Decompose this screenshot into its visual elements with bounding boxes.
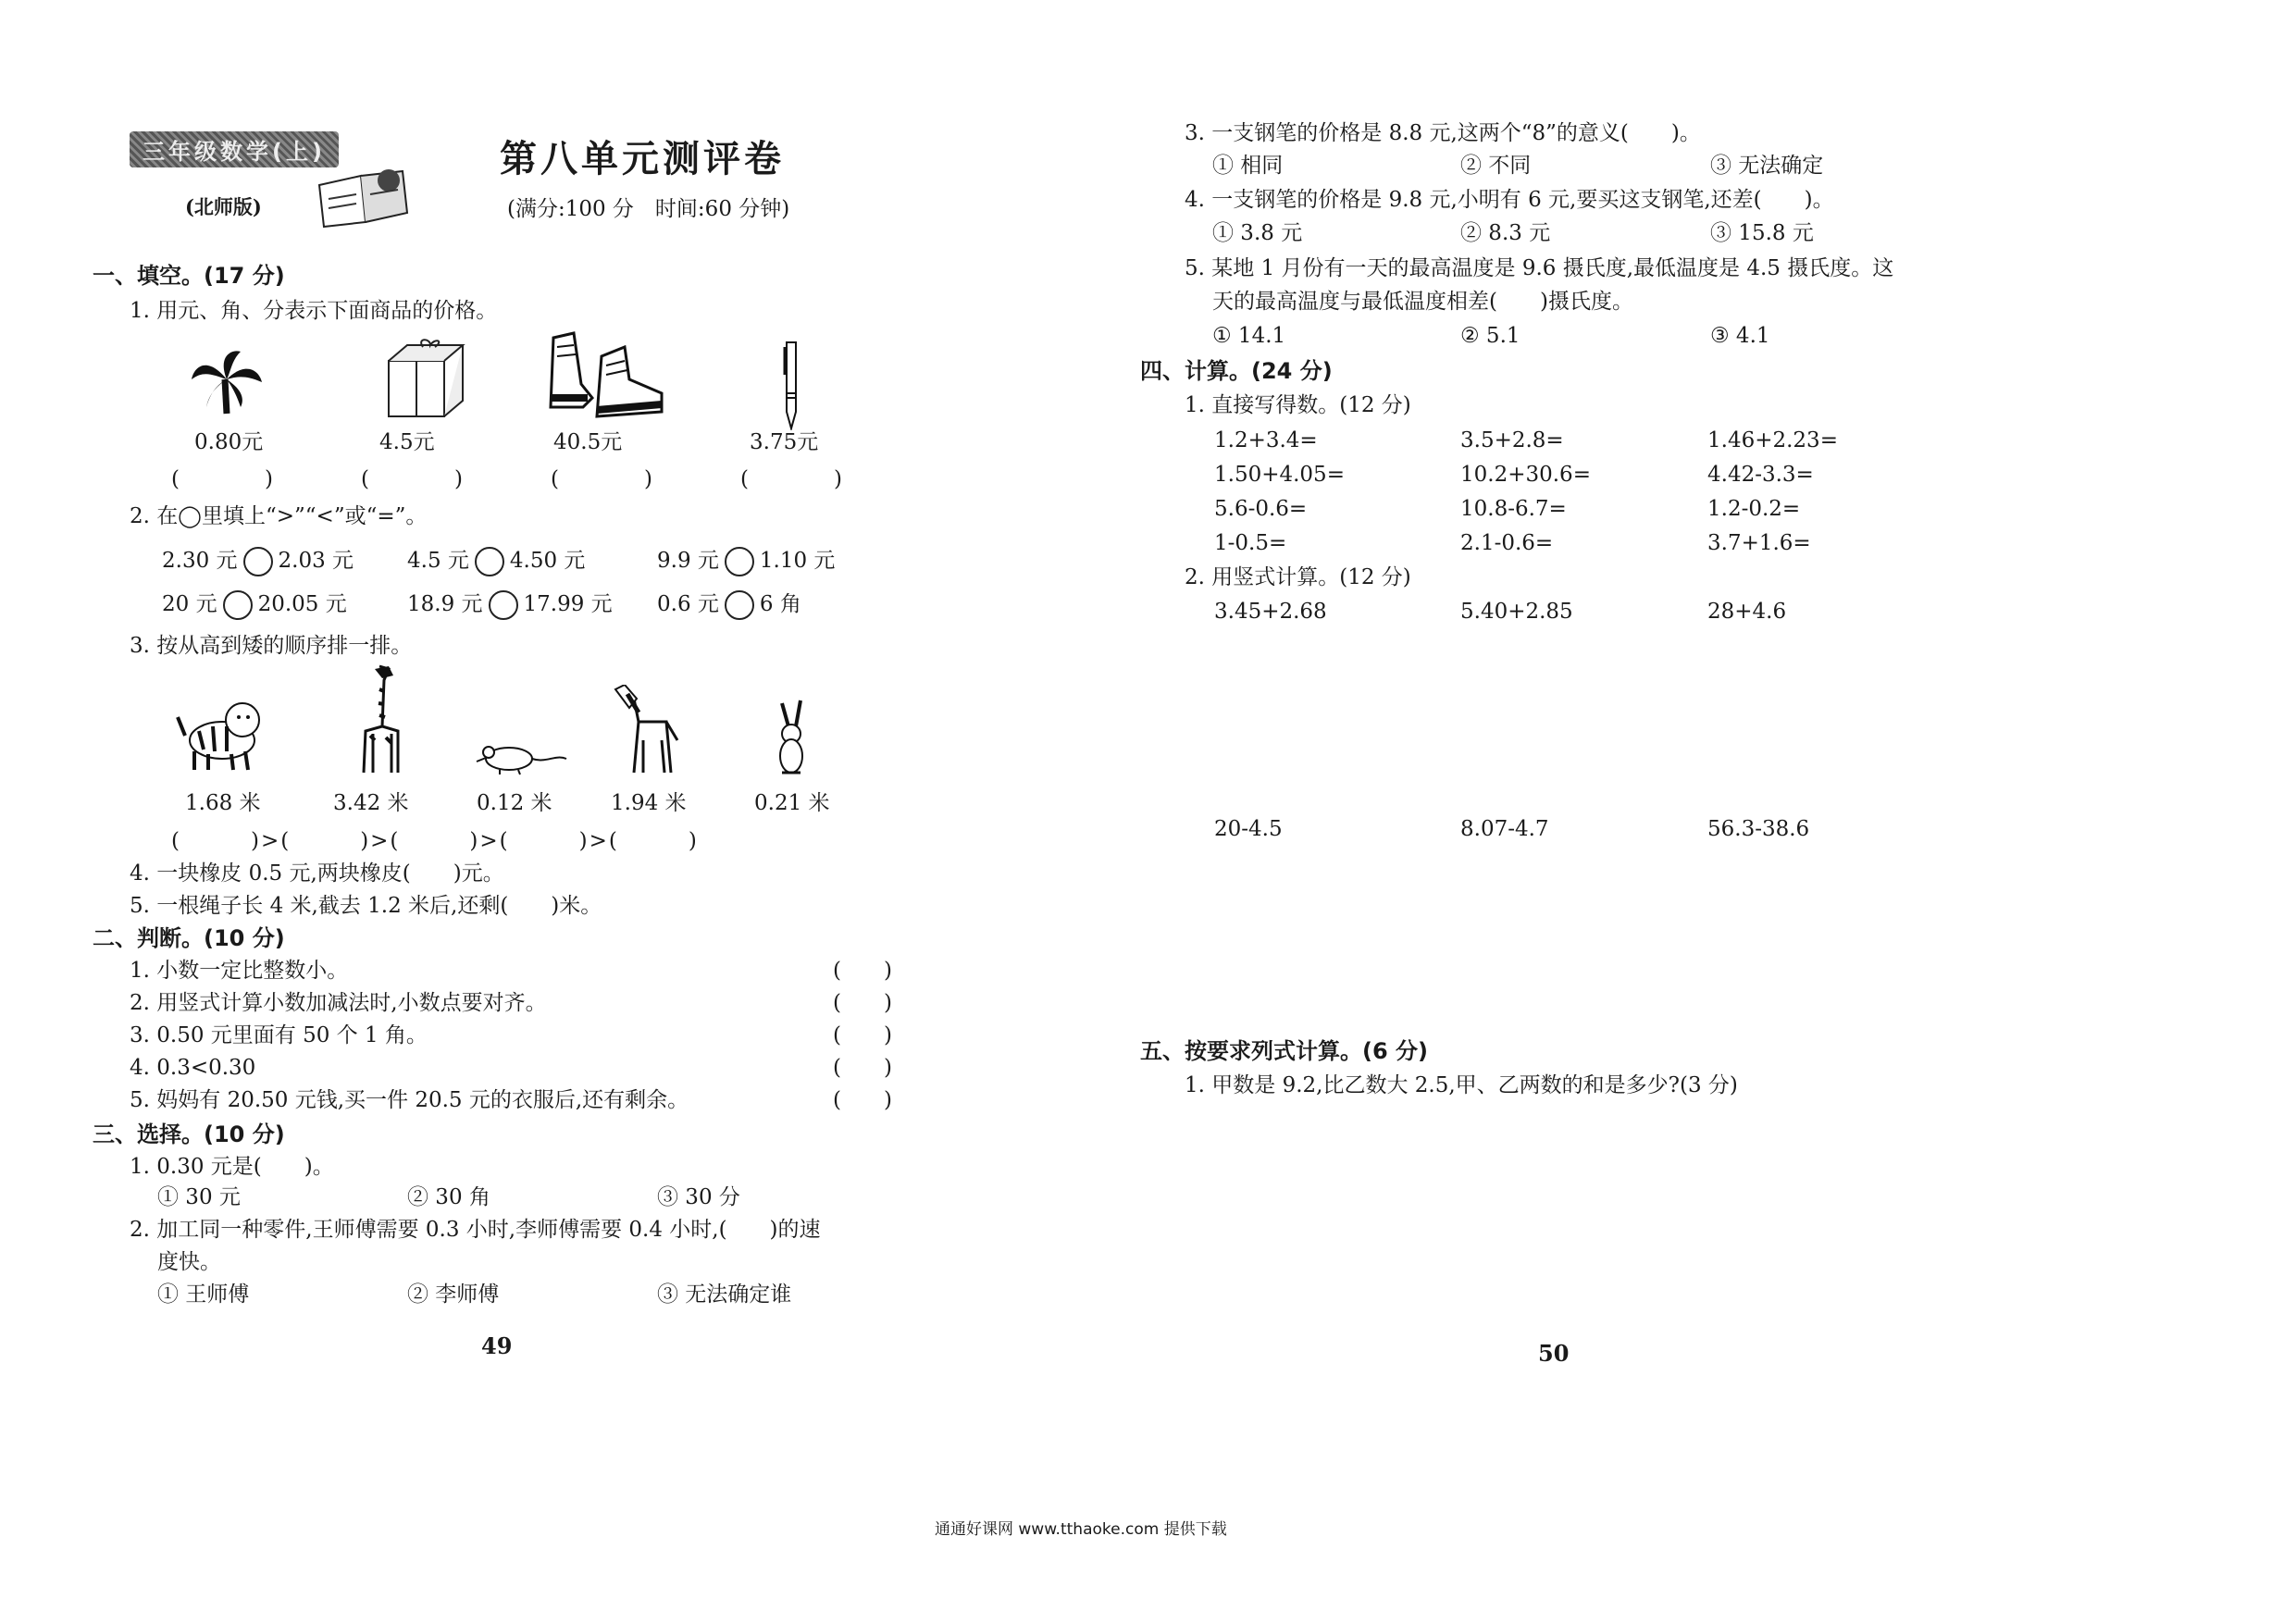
- s1-q3-text: 3. 按从高到矮的顺序排一排。: [130, 634, 413, 658]
- palm-tree-icon: [190, 347, 264, 416]
- compare-left: 2.30 元: [162, 549, 238, 573]
- shoes-icon: [546, 328, 666, 421]
- s4-sub1-text: 1. 直接写得数。(12 分): [1185, 393, 1411, 417]
- answer-blank-4[interactable]: ( ): [740, 467, 842, 491]
- direct-calc[interactable]: 1-0.5=: [1214, 531, 1287, 555]
- vertical-calc[interactable]: 3.45+2.68: [1214, 600, 1327, 624]
- footer-credit: 通通好课网 www.tthaoke.com 提供下载: [935, 1520, 1227, 1539]
- compare-left: 20 元: [162, 592, 217, 616]
- tiger-icon: [176, 694, 264, 773]
- grade-badge: 三年级数学(上): [130, 131, 339, 167]
- compare-right: 17.99 元: [523, 592, 613, 616]
- judge-blank-2[interactable]: ( ): [833, 991, 892, 1015]
- price-3: 40.5元: [553, 430, 623, 454]
- exam-subtitle: (满分:100 分 时间:60 分钟): [507, 197, 790, 221]
- compare-right: 6 角: [759, 592, 801, 616]
- s5-q1-text: 1. 甲数是 9.2,比乙数大 2.5,甲、乙两数的和是多少?(3 分): [1185, 1073, 1738, 1097]
- choice-q5-option-1[interactable]: ① 14.1: [1212, 324, 1286, 348]
- height-2: 3.42 米: [333, 791, 409, 815]
- height-4: 1.94 米: [611, 791, 687, 815]
- choice-q5-option-2[interactable]: ② 5.1: [1460, 324, 1520, 348]
- compare-right: 4.50 元: [509, 549, 586, 573]
- compare-circle[interactable]: [223, 590, 253, 620]
- choice-q4-option-1[interactable]: ① 3.8 元: [1212, 221, 1303, 245]
- compare-left: 0.6 元: [657, 592, 719, 616]
- compare-right: 1.10 元: [759, 549, 836, 573]
- direct-calc[interactable]: 3.7+1.6=: [1707, 531, 1811, 555]
- pen-icon: [777, 338, 805, 430]
- choice-q1-option-3[interactable]: ③ 30 分: [657, 1185, 740, 1209]
- choice-q3-option-3[interactable]: ③ 无法确定: [1710, 154, 1824, 178]
- judge-blank-1[interactable]: ( ): [833, 959, 892, 983]
- s1-q5-text: 5. 一根绳子长 4 米,截去 1.2 米后,还剩( )米。: [130, 894, 602, 918]
- section-4-heading: 四、计算。(24 分): [1140, 358, 1333, 384]
- judge-blank-5[interactable]: ( ): [833, 1088, 892, 1112]
- direct-calc[interactable]: 2.1-0.6=: [1460, 531, 1554, 555]
- page-number-right: 50: [1538, 1340, 1570, 1367]
- compare-left: 18.9 元: [407, 592, 483, 616]
- judge-item-4: 4. 0.3<0.30: [130, 1056, 256, 1080]
- choice-q2-option-3[interactable]: ③ 无法确定谁: [657, 1282, 792, 1307]
- choice-q4-text: 4. 一支钢笔的价格是 9.8 元,小明有 6 元,要买这支钢笔,还差( )。: [1185, 188, 1834, 212]
- section-3-heading: 三、选择。(10 分): [93, 1121, 285, 1147]
- judge-blank-4[interactable]: ( ): [833, 1056, 892, 1080]
- section-1-heading: 一、填空。(17 分): [93, 263, 285, 289]
- direct-calc[interactable]: 10.8-6.7=: [1460, 497, 1567, 521]
- choice-q5-text: 5. 某地 1 月份有一天的最高温度是 9.6 摄氏度,最低温度是 4.5 摄氏度。这: [1185, 256, 1894, 280]
- height-5: 0.21 米: [754, 791, 830, 815]
- compare-row-1b: [407, 546, 585, 576]
- compare-row-1c: [657, 546, 835, 576]
- rabbit-icon: [768, 699, 814, 777]
- compare-circle[interactable]: [243, 547, 273, 576]
- choice-q1-option-2[interactable]: ② 30 角: [407, 1185, 490, 1209]
- price-2: 4.5元: [379, 430, 435, 454]
- compare-row-2b: [407, 589, 613, 620]
- choice-q2-text: 2. 加工同一种零件,王师傅需要 0.3 小时,李师傅需要 0.4 小时,( )的速: [130, 1218, 821, 1242]
- choice-q2-text-cont: 度快。: [157, 1250, 221, 1274]
- judge-item-1: 1. 小数一定比整数小。: [130, 959, 349, 983]
- choice-q1-text: 1. 0.30 元是( )。: [130, 1155, 334, 1179]
- section-2-heading: 二、判断。(10 分): [93, 925, 285, 951]
- direct-calc[interactable]: 5.6-0.6=: [1214, 497, 1308, 521]
- direct-calc[interactable]: 3.5+2.8=: [1460, 428, 1564, 452]
- choice-q3-option-2[interactable]: ② 不同: [1460, 154, 1532, 178]
- choice-q5-option-3[interactable]: ③ 4.1: [1710, 324, 1770, 348]
- s1-q4-text: 4. 一块橡皮 0.5 元,两块橡皮( )元。: [130, 861, 504, 886]
- direct-calc[interactable]: 10.2+30.6=: [1460, 463, 1591, 487]
- choice-q4-option-3[interactable]: ③ 15.8 元: [1710, 221, 1814, 245]
- vertical-calc[interactable]: 20-4.5: [1214, 817, 1283, 841]
- s1-q1-text: 1. 用元、角、分表示下面商品的价格。: [130, 299, 498, 323]
- compare-row-2c: [657, 589, 801, 620]
- direct-calc[interactable]: 1.2-0.2=: [1707, 497, 1801, 521]
- judge-item-3: 3. 0.50 元里面有 50 个 1 角。: [130, 1023, 428, 1047]
- compare-left: 9.9 元: [657, 549, 719, 573]
- choice-q3-option-1[interactable]: ① 相同: [1212, 154, 1284, 178]
- height-1: 1.68 米: [185, 791, 261, 815]
- price-4: 3.75元: [750, 430, 819, 454]
- choice-q5-text-cont: 天的最高温度与最低温度相差( )摄氏度。: [1212, 290, 1633, 314]
- choice-q3-text: 3. 一支钢笔的价格是 8.8 元,这两个“8”的意义( )。: [1185, 121, 1701, 145]
- compare-right: 2.03 元: [278, 549, 354, 573]
- answer-blank-2[interactable]: ( ): [361, 467, 463, 491]
- choice-q4-option-2[interactable]: ② 8.3 元: [1460, 221, 1551, 245]
- vertical-calc[interactable]: 5.40+2.85: [1460, 600, 1573, 624]
- horse-icon: [611, 685, 680, 777]
- compare-row-2: [162, 589, 347, 620]
- compare-circle[interactable]: [475, 547, 504, 576]
- direct-calc[interactable]: 1.50+4.05=: [1214, 463, 1345, 487]
- vertical-calc[interactable]: 8.07-4.7: [1460, 817, 1549, 841]
- vertical-calc[interactable]: 56.3-38.6: [1707, 817, 1810, 841]
- direct-calc[interactable]: 1.46+2.23=: [1707, 428, 1838, 452]
- height-3: 0.12 米: [477, 791, 552, 815]
- order-answer-line[interactable]: ( )>( )>( )>( )>( ): [171, 829, 699, 853]
- mouse-icon: [472, 736, 569, 777]
- judge-item-5: 5. 妈妈有 20.50 元钱,买一件 20.5 元的衣服后,还有剩余。: [130, 1088, 689, 1112]
- giraffe-icon: [347, 662, 412, 777]
- compare-circle[interactable]: [725, 547, 754, 576]
- direct-calc[interactable]: 4.42-3.3=: [1707, 463, 1814, 487]
- gift-box-icon: [384, 338, 467, 421]
- choice-q2-option-2[interactable]: ② 李师傅: [407, 1282, 500, 1307]
- judge-blank-3[interactable]: ( ): [833, 1023, 892, 1047]
- price-1: 0.80元: [194, 430, 264, 454]
- book-icon: [315, 157, 416, 231]
- s4-sub2-text: 2. 用竖式计算。(12 分): [1185, 565, 1411, 589]
- edition-label: (北师版): [185, 195, 262, 218]
- choice-q2-option-1[interactable]: ① 王师傅: [157, 1282, 250, 1307]
- page-number-left: 49: [481, 1332, 513, 1359]
- page-title: 第八单元测评卷: [500, 137, 785, 180]
- choice-q1-option-1[interactable]: ① 30 元: [157, 1185, 241, 1209]
- answer-blank-3[interactable]: ( ): [551, 467, 652, 491]
- compare-circle[interactable]: [489, 590, 518, 620]
- judge-item-2: 2. 用竖式计算小数加减法时,小数点要对齐。: [130, 991, 547, 1015]
- s1-q2-text: 2. 在◯里填上“>”“<”或“=”。: [130, 504, 428, 528]
- direct-calc[interactable]: 1.2+3.4=: [1214, 428, 1318, 452]
- section-5-heading: 五、按要求列式计算。(6 分): [1140, 1038, 1428, 1064]
- compare-row-1: [162, 546, 354, 576]
- compare-left: 4.5 元: [407, 549, 469, 573]
- compare-circle[interactable]: [725, 590, 754, 620]
- answer-blank-1[interactable]: ( ): [171, 467, 273, 491]
- vertical-calc[interactable]: 28+4.6: [1707, 600, 1787, 624]
- compare-right: 20.05 元: [257, 592, 347, 616]
